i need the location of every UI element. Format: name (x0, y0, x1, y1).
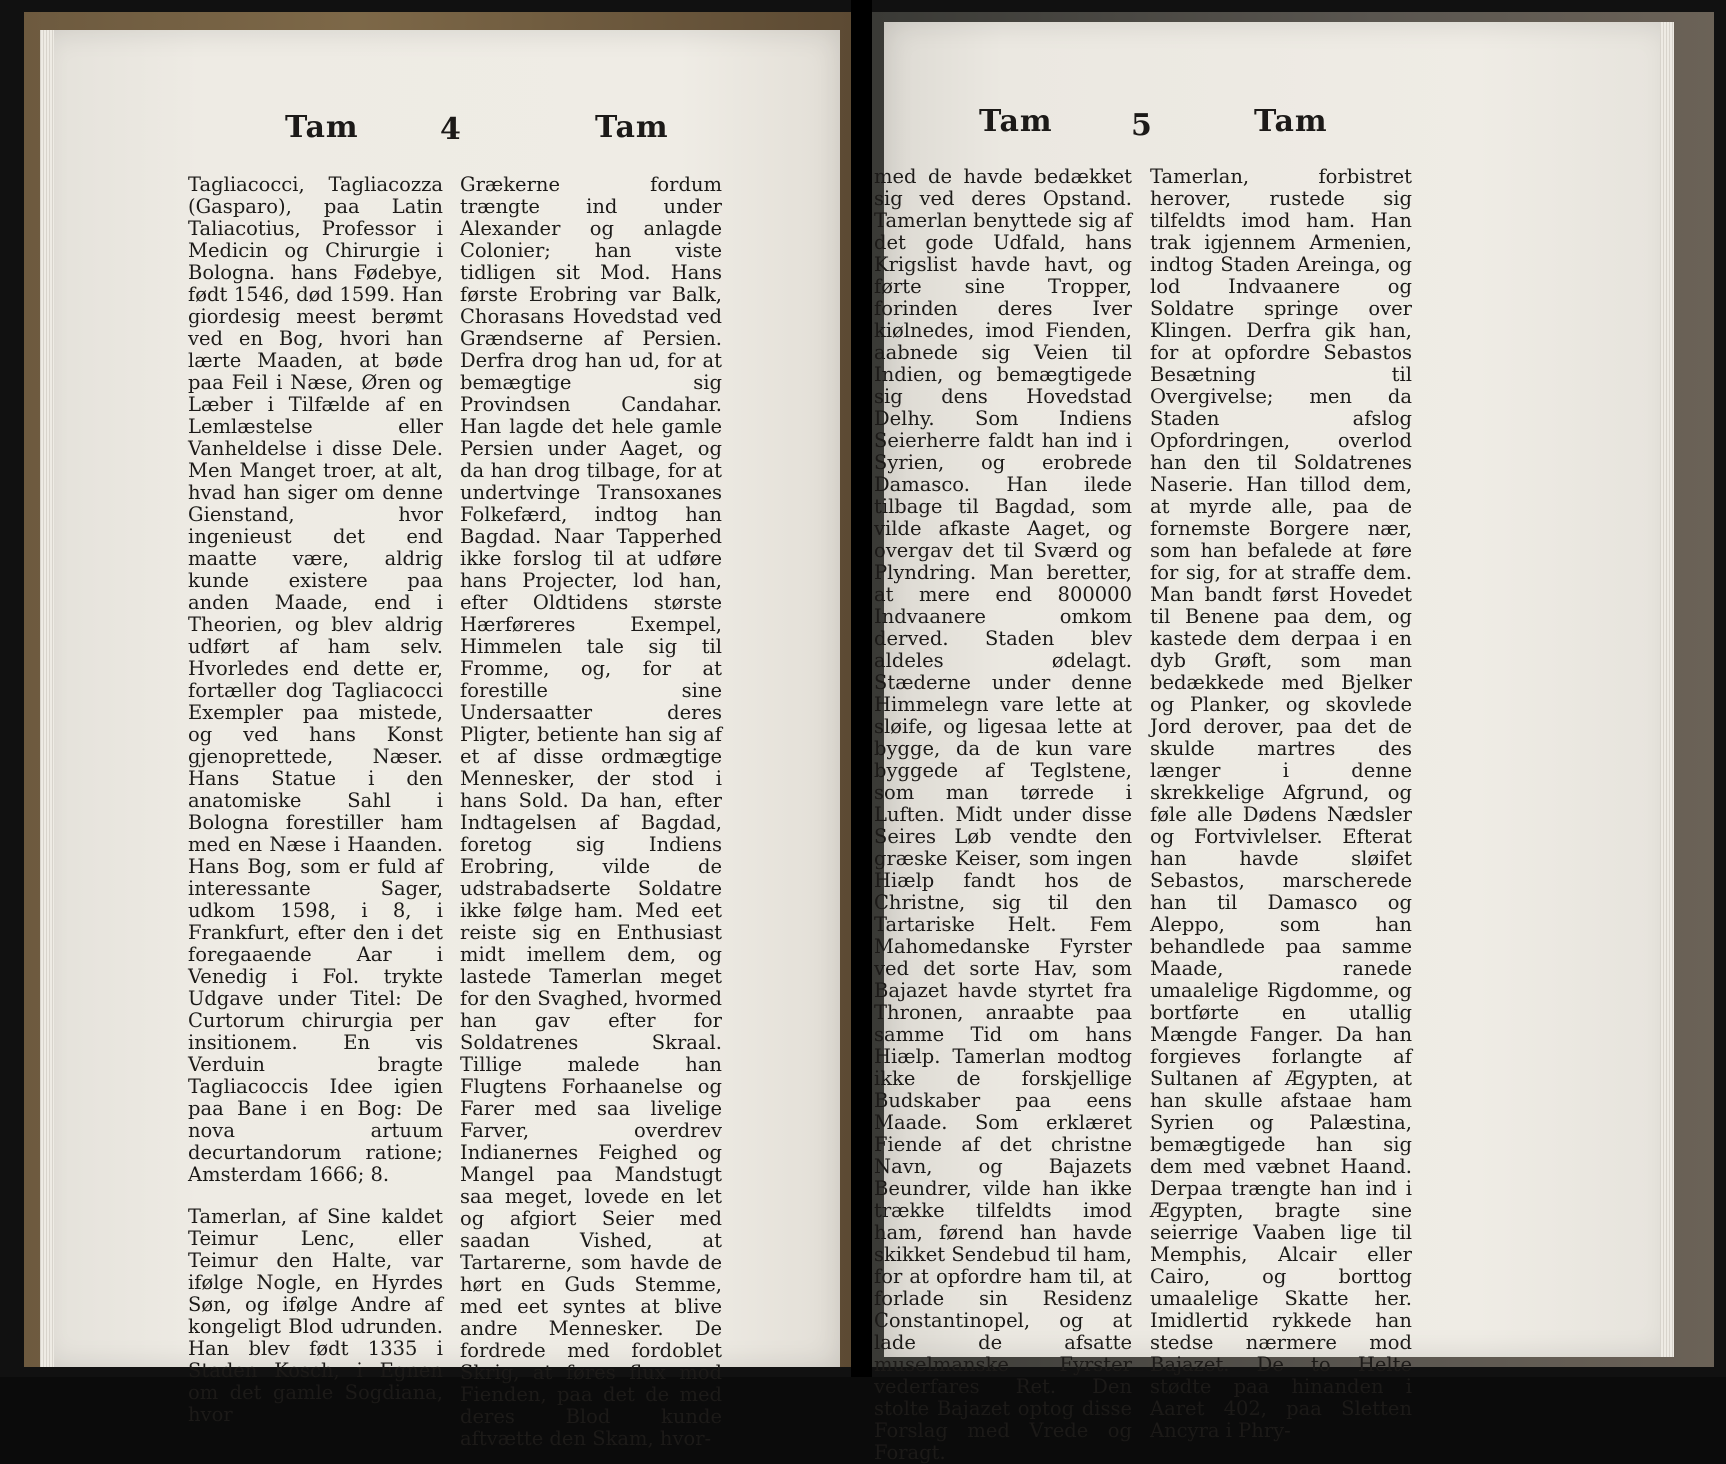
entry-tagliacocci: Tagliacocci, Tagliacozza (Gasparo), paa Latin Taliacotius, Professor i Medicin og Chirurgie i Bologna. hans Fødebye, født 1546, død 1599. Han giordesig meest berømt ved en Bog, hvori han lærte Maaden, at bøde paa Feil i Næse, Øren og Læber i Tilfælde af en Lemlæstelse eller Vanheldelse i disse Dele. Men Manget troer, at alt, hvad han siger om denne Gienstand, hvor ingenieust det end maatte være, aldrig kunde existere paa anden Maade, end i Theorien, og blev aldrig udført af ham selv. Hvorledes end dette er, fortæller dog Tagliacocci Exempler paa mistede, og ved hans Konst gjenoprettede, Næser. Hans Statue i den anatomiske Sahl i Bologna forestiller ham med en Næse i Haanden. Hans Bog, som er fuld af interessante Sager, udkom 1598, i 8, i Frankfurt, efter den i det foregaaende Aar i Venedig i Fol. trykte Udgave under Titel: De Curtorum chirurgia per insitionem. En vis Verduin bragte Tagliacoccis Idee igien paa Bane i en Bog: De nova artuum decurtandorum ratione; Amsterdam 1666; 8. (188, 173, 443, 1186)
page-number: 4 (440, 112, 462, 147)
page-edge-stack (1660, 22, 1674, 1357)
entry-tamerlan-continued: Grækerne fordum trængte ind under Alexander og anlagde Colonier; han viste tidligen sit Mod. Hans første Erobring var Balk, Chorasans Hovedstad ved Grændserne af Persien. Derfra drog han ud, for at bemægtige sig Provindsen Candahar. Han lagde det hele gamle Persien under Aaget, og da han drog tilbage, for at undertvinge Transoxanes Folkefærd, indtog han Bagdad. Naar Tapperhed ikke forslog til at udføre hans Projecter, lod han, efter Oldtidens største Hærføreres Exempel, Himmelen tale sig til Fromme, og, for at forestille sine Undersaatter deres Pligter, betiente han sig af et af disse ordmægtige Mennesker, der stod i hans Sold. Da han, efter Indtagelsen af Bagdad, foretog sig Indiens Erobring, vilde de udstrabadserte Soldatre ikke følge ham. Med eet reiste sig en Enthusiast midt imellem dem, og lastede Tamerlan meget for den Svaghed, hvormed han gav efter for Soldatrenes Skraal. Tillige malede han Flugtens Forhaanelse og Farer med saa livelige Farver, overdrev Indianernes Feighed og Mangel paa Mandstugt saa meget, lovede en let og afgiort Seier med saadan Vished, at Tartarerne, som havde de hørt en Guds Stemme, med eet syntes at blive andre Mennesker. De fordrede med fordoblet Skrig, at føres flux mod Fienden, paa det de med deres Blod kunde aftvætte den Skam, hvor- (460, 173, 722, 1450)
page-edge-stack (40, 30, 54, 1367)
text-column-1 (188, 174, 443, 1426)
running-head-right: Tam (595, 110, 669, 145)
left-page (40, 30, 840, 1450)
running-head-right: Tam (1254, 104, 1328, 139)
page-number: 5 (1131, 108, 1153, 143)
text-column-1 (874, 166, 1132, 1464)
running-head-left: Tam (285, 110, 359, 145)
scan-divider (851, 0, 872, 1377)
right-page (874, 22, 1674, 1464)
entry-tamerlan-continued: med de havde bedækket sig ved deres Opstand. Tamerlan benyttede sig af det gode Udfald, hans Krigslist havde havt, og førte sine Tropper, forinden deres Iver kiølnedes, imod Fienden, aabnede sig Veien til Indien, og bemægtigede sig dens Hovedstad Delhy. Som Indiens Seierherre faldt han ind i Syrien, og erobrede Damasco. Han ilede tilbage til Bagdad, som vilde afkaste Aaget, og overgav det til Sværd og Plyndring. Man beretter, at mere end 800000 Indvaanere omkom derved. Staden blev aldeles ødelagt. Stæderne under denne Himmelegn vare lette at sløife, og ligesaa lette at bygge, da de kun vare byggede af Teglstene, som man tørrede i Luften. Midt under disse Seires Løb vendte den græske Keiser, som ingen Hiælp fandt hos de Christne, sig til den Tartariske Helt. Fem Mahomedanske Fyrster ved det sorte Hav, som Bajazet havde styrtet fra Thronen, anraabte paa samme Tid om hans Hiælp. Tamerlan modtog ikke de forskjellige Budskaber paa eens Maade. Som erklæret Fiende af det christne Navn, og Bajazets Beundrer, vilde han ikke trække tilfeldts imod ham, førend han havde skikket Sendebud til ham, for at opfordre ham til, at forlade sin Residenz Constantinopel, og at lade de afsatte muselmanske Fyrster vederfares Ret. Den stolte Bajazet optog disse Forslag med Vrede og Foragt. (874, 165, 1132, 1464)
running-head-left: Tam (979, 104, 1053, 139)
entry-tamerlan-continued-2: Tamerlan, forbistret herover, rustede sig tilfeldts imod ham. Han trak igjennem Armenien, indtog Staden Areinga, og lod Indvaanere og Soldatre springe over Klingen. Derfra gik han, for at opfordre Sebastos Besætning til Overgivelse; men da Staden afslog Opfordringen, overlod han den til Soldatrenes Naserie. Han tillod dem, at myrde alle, paa de fornemste Borgere nær, som han befalede at føre for sig, for at straffe dem. Man bandt først Hovedet til Benene paa dem, og kastede dem derpaa i en dyb Grøft, som man bedækkede med Bjelker og Planker, og skovlede Jord derover, paa det de skulde martres des længer i denne skrekkelige Afgrund, og føle alle Dødens Nædsler og Fortvivlelser. Efterat han havde sløifet Sebastos, marscherede han til Damasco og Aleppo, som han behandlede paa samme Maade, ranede umaalelige Rigdomme, og bortførte en utallig Mængde Fanger. Da han forgieves forlangte af Sultanen af Ægypten, at han skulle afstaae ham Syrien og Palæstina, bemægtigede han sig dem med væbnet Haand. Derpaa trængte han ind i Ægypten, bragte sine seierrige Vaaben lige til Memphis, Alcair eller Cairo, og borttog umaalelige Skatte her. Imidlertid rykkede han stedse nærmere mod Bajazet. De to Helte stødte paa hinanden i Aaret 402, paa Sletten Ancyra i Phry- (1150, 165, 1412, 1442)
entry-tamerlan: Tamerlan, af Sine kaldet Teimur Lenc, eller Teimur den Halte, var ifølge Nogle, en Hyrdes Søn, og ifølge Andre af kongeligt Blod udrunden. Han blev født 1335 i Staden Kosch, i Egnen om det gamle Sogdiana, hvor (188, 1205, 443, 1426)
text-column-2 (1150, 166, 1412, 1442)
text-column-2 (460, 174, 722, 1450)
